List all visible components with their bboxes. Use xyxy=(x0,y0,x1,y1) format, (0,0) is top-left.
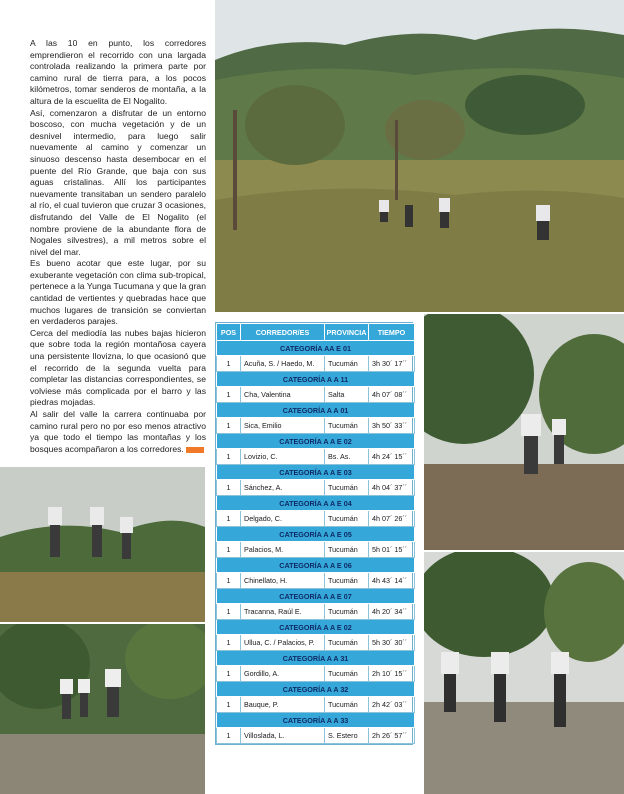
article-text xyxy=(30,38,206,455)
category-label: CATEGORÍA A A E 07 xyxy=(217,589,415,604)
result-pos: 1 xyxy=(217,480,241,496)
result-pos: 1 xyxy=(217,418,241,434)
result-time: 4h 07´ 26´´ xyxy=(369,511,415,527)
result-pos: 1 xyxy=(217,666,241,682)
result-province: Tucumán xyxy=(325,356,369,372)
result-pos: 1 xyxy=(217,356,241,372)
result-pos: 1 xyxy=(217,387,241,403)
category-label: CATEGORÍA A A E 05 xyxy=(217,527,415,542)
result-province: Tucumán xyxy=(325,418,369,434)
result-province: Bs. As. xyxy=(325,449,369,465)
result-row xyxy=(217,573,415,589)
header-corredores: CORREDOR/ES xyxy=(241,324,325,341)
photo-river-crossing-left xyxy=(0,624,205,794)
result-runner: Gordillo, A. xyxy=(241,666,325,682)
result-runner: Lovizio, C. xyxy=(241,449,325,465)
result-runner: Sica, Emilio xyxy=(241,418,325,434)
result-pos: 1 xyxy=(217,511,241,527)
results-header-row xyxy=(217,324,415,341)
result-province: Tucumán xyxy=(325,666,369,682)
result-pos: 1 xyxy=(217,542,241,558)
result-runner: Cha, Valentina xyxy=(241,387,325,403)
result-runner: Ullua, C. / Palacios, P. xyxy=(241,635,325,651)
result-time: 4h 04´ 37´´ xyxy=(369,480,415,496)
result-province: Tucumán xyxy=(325,573,369,589)
result-runner: Villoslada, L. xyxy=(241,728,325,744)
category-label: CATEGORÍA A A 32 xyxy=(217,682,415,697)
category-row xyxy=(217,434,415,449)
result-province: Tucumán xyxy=(325,542,369,558)
category-row xyxy=(217,682,415,697)
result-province: Tucumán xyxy=(325,635,369,651)
category-label: CATEGORÍA A A E 02 xyxy=(217,620,415,635)
result-province: Tucumán xyxy=(325,480,369,496)
article-paragraph-1: A las 10 en punto, los corredores emprendieron el recorrido con una largada controlada realizando la primera parte por camino rural de tierra para, a los pocos kilómetros, tomar senderos de montaña, a la altura de la escuelita de El Nogalito. xyxy=(30,38,206,106)
result-runner: Palacios, M. xyxy=(241,542,325,558)
result-row xyxy=(217,356,415,372)
header-pos: POS xyxy=(217,324,241,341)
result-province: Salta xyxy=(325,387,369,403)
category-row xyxy=(217,651,415,666)
category-row xyxy=(217,713,415,728)
category-label: CATEGORÍA A A 31 xyxy=(217,651,415,666)
category-row xyxy=(217,496,415,511)
result-province: S. Estero xyxy=(325,728,369,744)
photo-river-crossing-right xyxy=(424,552,624,794)
result-time: 2h 10´ 15´´ xyxy=(369,666,415,682)
result-pos: 1 xyxy=(217,573,241,589)
result-row xyxy=(217,387,415,403)
category-row xyxy=(217,589,415,604)
category-label: CATEGORÍA A A 11 xyxy=(217,372,415,387)
result-time: 2h 26´ 57´´ xyxy=(369,728,415,744)
result-time: 2h 42´ 03´´ xyxy=(369,697,415,713)
result-province: Tucumán xyxy=(325,604,369,620)
result-runner: Bauque, P. xyxy=(241,697,325,713)
result-pos: 1 xyxy=(217,697,241,713)
category-label: CATEGORÍA A A E 06 xyxy=(217,558,415,573)
result-row xyxy=(217,604,415,620)
result-province: Tucumán xyxy=(325,511,369,527)
results-table xyxy=(215,322,413,745)
category-label: CATEGORÍA A A E 03 xyxy=(217,465,415,480)
result-pos: 1 xyxy=(217,635,241,651)
result-time: 4h 24´ 15´´ xyxy=(369,449,415,465)
result-row xyxy=(217,666,415,682)
article-paragraph-2: Así, comenzaron a disfrutar de un entorno boscoso, con mucha vegetación y de un desnivel intermedio, para luego salir nuevamente al camino y comenzar un sinuoso descenso hasta desembocar en el puente del Río Grande, que baja con sus aguas cristalinas. Allí los participantes nuevamente transitaban un sendero paralelo al río, el cual tuvieron que cruzar 3 ocasiones, disfrutando del Valle de El Nogalito (el nombre proviene de la abundante flora de Nogales silvestres), a mil metros sobre el nivel del mar. xyxy=(30,107,206,257)
category-row xyxy=(217,341,415,356)
result-row xyxy=(217,418,415,434)
result-runner: Acuña, S. / Haedo, M. xyxy=(241,356,325,372)
article-end-mark xyxy=(186,447,204,453)
result-row xyxy=(217,449,415,465)
photo-runners-trail xyxy=(0,467,205,622)
result-time: 4h 43´ 14´´ xyxy=(369,573,415,589)
result-row xyxy=(217,511,415,527)
result-row xyxy=(217,542,415,558)
result-time: 5h 01´ 15´´ xyxy=(369,542,415,558)
category-row xyxy=(217,558,415,573)
header-tiempo: TIEMPO xyxy=(369,324,415,341)
article-paragraph-5-text: Al salir del valle la carrera continuaba por camino rural pero no por eso menos atractivo ya que todo el tiempo las montañas y los bosques acompañaron a los corredores. xyxy=(30,409,206,454)
header-provincia: PROVINCIA xyxy=(325,324,369,341)
category-row xyxy=(217,372,415,387)
article-paragraph-5 xyxy=(30,409,206,455)
result-pos: 1 xyxy=(217,728,241,744)
result-row xyxy=(217,728,415,744)
category-label: CATEGORÍA A A 01 xyxy=(217,403,415,418)
photo-forest-path xyxy=(424,314,624,550)
category-row xyxy=(217,403,415,418)
result-time: 5h 30´ 30´´ xyxy=(369,635,415,651)
photo-mountain-meadow xyxy=(215,0,624,312)
category-row xyxy=(217,465,415,480)
result-runner: Chinellato, H. xyxy=(241,573,325,589)
result-time: 3h 50´ 33´´ xyxy=(369,418,415,434)
result-pos: 1 xyxy=(217,449,241,465)
category-label: CATEGORÍA A A 33 xyxy=(217,713,415,728)
result-time: 4h 20´ 34´´ xyxy=(369,604,415,620)
article-paragraph-3: Es bueno acotar que este lugar, por su exuberante vegetación con clima sub-tropical, pertenece a la Yunga Tucumana y que la gran cantidad de vertientes y quebradas hace que muchos lugares de transición se conviertan en verdaderos parajes. xyxy=(30,258,206,327)
category-label: CATEGORÍA A A E 04 xyxy=(217,496,415,511)
category-row xyxy=(217,527,415,542)
result-time: 3h 30´ 17´´ xyxy=(369,356,415,372)
category-row xyxy=(217,620,415,635)
result-row xyxy=(217,697,415,713)
result-row xyxy=(217,480,415,496)
result-runner: Sánchez, A. xyxy=(241,480,325,496)
result-runner: Tracanna, Raúl E. xyxy=(241,604,325,620)
article-paragraph-4: Cerca del mediodía las nubes bajas hicieron que sobre toda la región montañosa cayera una persistente llovizna, lo que ocasionó que el recorrido de la segunda vuelta para completar las distancias correspondientes, se volviese más complicada por el barro y las piedras mojadas. xyxy=(30,327,206,408)
result-runner: Delgado, C. xyxy=(241,511,325,527)
result-time: 4h 07´ 08´´ xyxy=(369,387,415,403)
category-label: CATEGORÍA A A E 02 xyxy=(217,434,415,449)
result-pos: 1 xyxy=(217,604,241,620)
result-row xyxy=(217,635,415,651)
result-province: Tucumán xyxy=(325,697,369,713)
category-label: CATEGORÍA AA E 01 xyxy=(217,341,415,356)
